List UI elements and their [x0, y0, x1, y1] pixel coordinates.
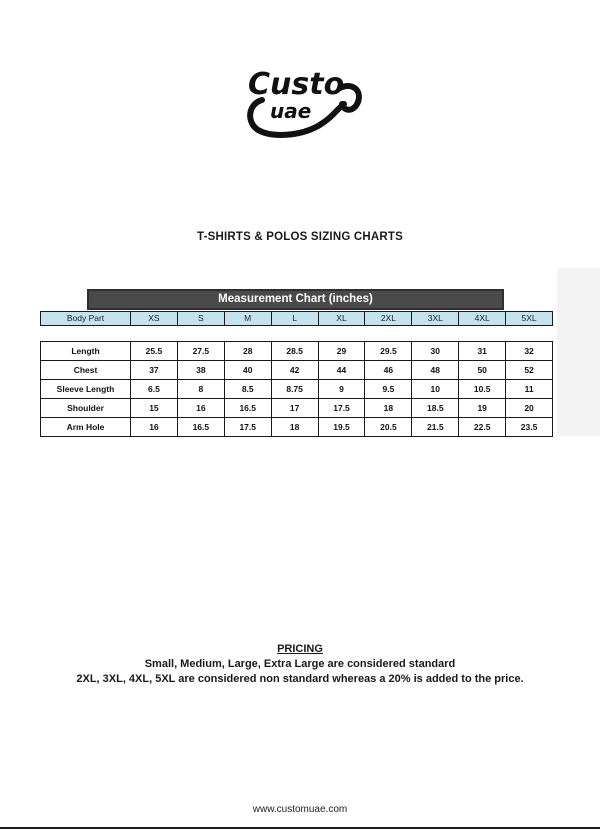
header-size: L [271, 312, 318, 326]
logo-text-bottom: uae [270, 99, 312, 123]
document-title: T-SHIRTS & POLOS SIZING CHARTS [197, 231, 403, 243]
table-row [41, 342, 553, 361]
measurement-cell: 17.5 [224, 418, 271, 437]
measurement-cell: 30 [412, 342, 459, 361]
measurement-cell: 25.5 [131, 342, 178, 361]
measurement-cell: 17.5 [318, 399, 365, 418]
body-part-cell: Arm Hole [41, 418, 131, 437]
header-size: M [224, 312, 271, 326]
measurement-cell: 50 [459, 361, 506, 380]
header-size: S [177, 312, 224, 326]
measurement-cell: 10.5 [459, 380, 506, 399]
measurement-cell: 42 [271, 361, 318, 380]
measurement-cell: 17 [271, 399, 318, 418]
measurement-cell: 44 [318, 361, 365, 380]
logo-text-top: Custo [248, 67, 345, 102]
header-size: 2XL [365, 312, 412, 326]
body-part-cell: Length [41, 342, 131, 361]
footer-url: www.customuae.com [252, 804, 348, 815]
measurement-cell: 20.5 [365, 418, 412, 437]
measurement-cell: 11 [506, 380, 553, 399]
header-size: XS [131, 312, 178, 326]
measurement-cell: 16 [177, 399, 224, 418]
body-part-cell: Chest [41, 361, 131, 380]
measurement-cell: 40 [224, 361, 271, 380]
measurement-cell: 38 [177, 361, 224, 380]
measurement-cell: 20 [506, 399, 553, 418]
measurement-cell: 16.5 [177, 418, 224, 437]
table-row [41, 380, 553, 399]
body-part-cell: Sleeve Length [41, 380, 131, 399]
measurement-cell: 52 [506, 361, 553, 380]
measurement-cell: 19 [459, 399, 506, 418]
measurement-cell: 22.5 [459, 418, 506, 437]
measurement-cell: 10 [412, 380, 459, 399]
pricing-line: 2XL, 3XL, 4XL, 5XL are considered non standard whereas a 20% is added to the price. [76, 673, 524, 685]
header-size: 3XL [412, 312, 459, 326]
footer-divider [0, 827, 600, 829]
measurement-cell: 28 [224, 342, 271, 361]
header-row [41, 312, 553, 326]
measurement-cell: 16.5 [224, 399, 271, 418]
header-size: XL [318, 312, 365, 326]
measurement-cell: 23.5 [506, 418, 553, 437]
pricing-section [0, 643, 600, 688]
measurement-cell: 18.5 [412, 399, 459, 418]
header-size: 4XL [459, 312, 506, 326]
table-row [41, 418, 553, 437]
measurement-cell: 29 [318, 342, 365, 361]
measurement-cell: 16 [131, 418, 178, 437]
pricing-heading: PRICING [277, 643, 323, 655]
measurement-cell: 31 [459, 342, 506, 361]
measurement-cell: 27.5 [177, 342, 224, 361]
header-size: 5XL [506, 312, 553, 326]
measurement-cell: 18 [365, 399, 412, 418]
background-shape [557, 268, 600, 436]
chart-banner: Measurement Chart (inches) [87, 289, 504, 310]
measurement-cell: 6.5 [131, 380, 178, 399]
measurement-table [40, 341, 553, 437]
measurement-cell: 48 [412, 361, 459, 380]
table-row [41, 399, 553, 418]
measurement-cell: 37 [131, 361, 178, 380]
brand-logo [240, 52, 364, 142]
pricing-line: Small, Medium, Large, Extra Large are considered standard [144, 658, 456, 670]
measurement-cell: 19.5 [318, 418, 365, 437]
measurement-cell: 15 [131, 399, 178, 418]
measurement-cell: 46 [365, 361, 412, 380]
measurement-cell: 32 [506, 342, 553, 361]
measurement-cell: 21.5 [412, 418, 459, 437]
header-body-part: Body Part [41, 312, 131, 326]
measurement-cell: 29.5 [365, 342, 412, 361]
measurement-cell: 8.5 [224, 380, 271, 399]
measurement-cell: 9 [318, 380, 365, 399]
body-part-cell: Shoulder [41, 399, 131, 418]
size-header-table [40, 311, 553, 326]
measurement-cell: 18 [271, 418, 318, 437]
measurement-cell: 9.5 [365, 380, 412, 399]
table-row [41, 361, 553, 380]
measurement-cell: 8 [177, 380, 224, 399]
measurement-cell: 28.5 [271, 342, 318, 361]
measurement-cell: 8.75 [271, 380, 318, 399]
